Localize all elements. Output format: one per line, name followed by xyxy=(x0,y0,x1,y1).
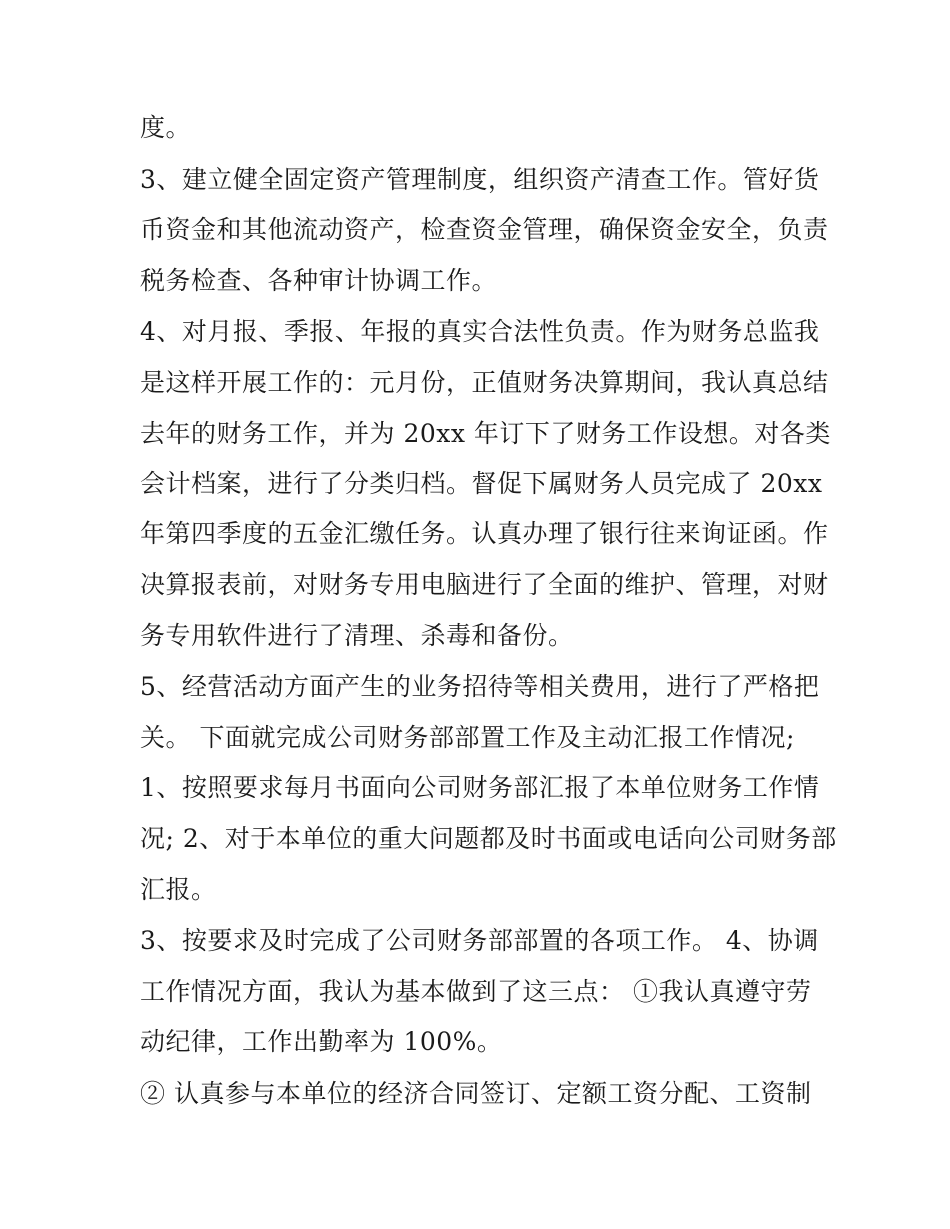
text-line-16: 汇报。 xyxy=(140,875,217,904)
text-line-3: 币资金和其他流动资产，检查资金管理，确保资金安全，负责 xyxy=(140,215,829,244)
text-line-1: 度。 xyxy=(140,113,192,142)
text-line-13: 关。 下面就完成公司财务部部置工作及主动汇报工作情况; xyxy=(140,723,795,752)
text-line-17: 3、按要求及时完成了公司财务部部置的各项工作。 4、协调 xyxy=(140,926,819,955)
text-line-10: 决算报表前，对财务专用电脑进行了全面的维护、管理，对财 xyxy=(140,570,829,599)
text-line-12: 5、经营活动方面产生的业务招待等相关费用，进行了严格把 xyxy=(140,672,820,701)
text-line-9: 年第四季度的五金汇缴任务。认真办理了银行往来询证函。作 xyxy=(140,519,829,548)
text-line-8: 会计档案，进行了分类归档。督促下属财务人员完成了 20xx xyxy=(140,469,823,498)
text-line-2: 3、建立健全固定资产管理制度，组织资产清查工作。管好货 xyxy=(140,165,820,194)
text-line-6: 是这样开展工作的：元月份，正值财务决算期间，我认真总结 xyxy=(140,368,829,397)
text-line-18: 工作情况方面，我认为基本做到了这三点： ①我认真遵守劳 xyxy=(140,977,812,1006)
text-line-4: 税务检查、各种审计协调工作。 xyxy=(140,266,498,295)
text-line-5: 4、对月报、季报、年报的真实合法性负责。作为财务总监我 xyxy=(140,317,820,346)
text-line-15: 况; 2、对于本单位的重大问题都及时书面或电话向公司财务部 xyxy=(140,824,837,853)
text-line-20: ② 认真参与本单位的经济合同签订、定额工资分配、工资制 xyxy=(140,1079,812,1108)
text-line-11: 务专用软件进行了清理、杀毒和备份。 xyxy=(140,621,574,650)
text-line-14: 1、按照要求每月书面向公司财务部汇报了本单位财务工作情 xyxy=(140,773,820,802)
text-line-7: 去年的财务工作，并为 20xx 年订下了财务工作设想。对各类 xyxy=(140,419,831,448)
text-line-19: 动纪律，工作出勤率为 100%。 xyxy=(140,1027,503,1056)
